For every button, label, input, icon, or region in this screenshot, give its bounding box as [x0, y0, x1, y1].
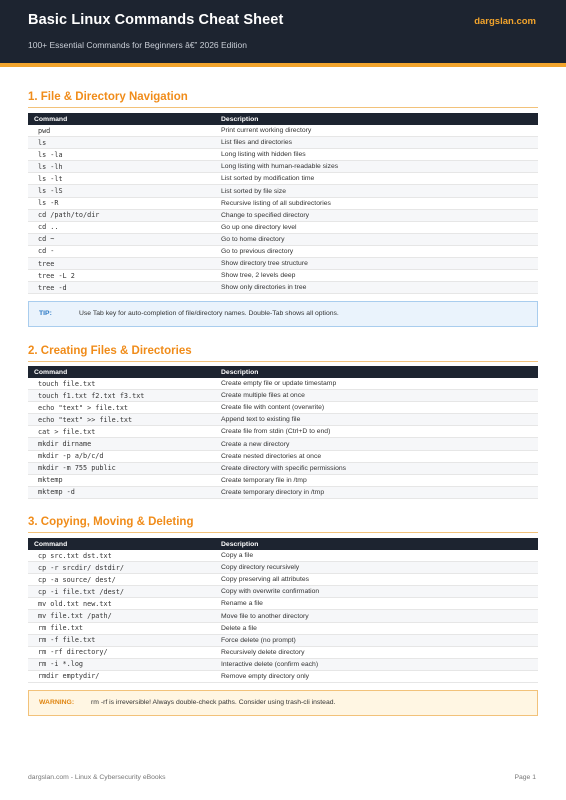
command-cell: mktemp — [28, 474, 215, 486]
column-header-command: Command — [28, 366, 215, 378]
column-header-description: Description — [215, 366, 538, 378]
command-cell: cp -i file.txt /dest/ — [28, 586, 215, 598]
command-cell: touch file.txt — [28, 378, 215, 390]
description-cell: Create temporary file in /tmp — [215, 474, 538, 486]
section-divider — [28, 532, 538, 533]
description-cell: Create a new directory — [215, 438, 538, 450]
column-header-command: Command — [28, 113, 215, 125]
description-cell: Long listing with human-readable sizes — [215, 161, 538, 173]
command-cell: mv file.txt /path/ — [28, 610, 215, 622]
description-cell: Delete a file — [215, 622, 538, 634]
table-row — [28, 634, 538, 646]
table-row — [28, 125, 538, 137]
commands-table-navigation — [28, 113, 538, 294]
description-cell: Show tree, 2 levels deep — [215, 270, 538, 282]
column-header-description: Description — [215, 113, 538, 125]
command-cell: ls — [28, 137, 215, 149]
page-title: Basic Linux Commands Cheat Sheet — [28, 12, 284, 28]
section-divider — [28, 107, 538, 108]
page-header — [0, 0, 566, 63]
description-cell: Long listing with hidden files — [215, 149, 538, 161]
column-header-command: Command — [28, 538, 215, 550]
description-cell: Force delete (no prompt) — [215, 634, 538, 646]
table-row — [28, 402, 538, 414]
command-cell: ls -lt — [28, 173, 215, 185]
description-cell: Recursive listing of all subdirectories — [215, 197, 538, 209]
command-cell: ls -R — [28, 197, 215, 209]
description-cell: Go to home directory — [215, 233, 538, 245]
table-header-row — [28, 366, 538, 378]
table-row — [28, 450, 538, 462]
command-cell: rm -rf directory/ — [28, 646, 215, 658]
description-cell: Create multiple files at once — [215, 390, 538, 402]
command-cell: echo "text" >> file.txt — [28, 414, 215, 426]
table-row — [28, 646, 538, 658]
command-cell: mkdir -p a/b/c/d — [28, 450, 215, 462]
description-cell: Copy preserving all attributes — [215, 574, 538, 586]
description-cell: Recursively delete directory — [215, 646, 538, 658]
table-row — [28, 462, 538, 474]
description-cell: Create nested directories at once — [215, 450, 538, 462]
table-row — [28, 209, 538, 221]
table-row — [28, 197, 538, 209]
description-cell: Create temporary directory in /tmp — [215, 486, 538, 498]
command-cell: mktemp -d — [28, 486, 215, 498]
command-cell: cd - — [28, 245, 215, 257]
table-row — [28, 562, 538, 574]
description-cell: Append text to existing file — [215, 414, 538, 426]
command-cell: rmdir emptydir/ — [28, 670, 215, 682]
command-cell: echo "text" > file.txt — [28, 402, 215, 414]
table-row — [28, 474, 538, 486]
description-cell: Change to specified directory — [215, 209, 538, 221]
command-cell: cd ~ — [28, 233, 215, 245]
command-cell: tree -L 2 — [28, 270, 215, 282]
command-cell: cp src.txt dst.txt — [28, 550, 215, 562]
warning-box — [28, 690, 538, 716]
command-cell: cp -a source/ dest/ — [28, 574, 215, 586]
table-row — [28, 185, 538, 197]
description-cell: Create file from stdin (Ctrl+D to end) — [215, 426, 538, 438]
description-cell: Print current working directory — [215, 125, 538, 137]
table-row — [28, 233, 538, 245]
table-row — [28, 550, 538, 562]
brand-name: dargslan.com — [474, 16, 536, 27]
warning-text: rm -rf is irreversible! Always double-check paths. Consider using trash-cli instead. — [91, 699, 336, 706]
table-row — [28, 258, 538, 270]
command-cell: rm file.txt — [28, 622, 215, 634]
header-accent-stripe — [0, 63, 566, 67]
description-cell: Copy a file — [215, 550, 538, 562]
table-row — [28, 574, 538, 586]
tip-label: TIP: — [39, 310, 52, 317]
table-row — [28, 670, 538, 682]
command-cell: touch f1.txt f2.txt f3.txt — [28, 390, 215, 402]
description-cell: Move file to another directory — [215, 610, 538, 622]
description-cell: Create empty file or update timestamp — [215, 378, 538, 390]
command-cell: ls -la — [28, 149, 215, 161]
description-cell: Rename a file — [215, 598, 538, 610]
table-row — [28, 149, 538, 161]
table-row — [28, 221, 538, 233]
description-cell: Create directory with specific permissions — [215, 462, 538, 474]
tip-text: Use Tab key for auto-completion of file/directory names. Double-Tab shows all options. — [79, 310, 339, 317]
warning-label: WARNING: — [39, 699, 75, 706]
description-cell: Show directory tree structure — [215, 258, 538, 270]
table-row — [28, 658, 538, 670]
table-row — [28, 426, 538, 438]
table-row — [28, 378, 538, 390]
table-row — [28, 245, 538, 257]
table-row — [28, 610, 538, 622]
table-row — [28, 414, 538, 426]
command-cell: cd /path/to/dir — [28, 209, 215, 221]
table-row — [28, 137, 538, 149]
description-cell: Copy with overwrite confirmation — [215, 586, 538, 598]
table-row — [28, 161, 538, 173]
description-cell: Copy directory recursively — [215, 562, 538, 574]
table-header-row — [28, 538, 538, 550]
tip-box — [28, 301, 538, 327]
command-cell: cat > file.txt — [28, 426, 215, 438]
command-cell: mkdir dirname — [28, 438, 215, 450]
command-cell: cd .. — [28, 221, 215, 233]
table-row — [28, 486, 538, 498]
table-row — [28, 598, 538, 610]
commands-table-creating — [28, 366, 538, 499]
table-row — [28, 390, 538, 402]
description-cell: List sorted by modification time — [215, 173, 538, 185]
command-cell: rm -i *.log — [28, 658, 215, 670]
section-divider — [28, 361, 538, 362]
command-cell: ls -lh — [28, 161, 215, 173]
description-cell: Interactive delete (confirm each) — [215, 658, 538, 670]
description-cell: List files and directories — [215, 137, 538, 149]
section-title-copying: 3. Copying, Moving & Deleting — [28, 516, 194, 528]
page-number: Page 1 — [514, 774, 536, 781]
description-cell: List sorted by file size — [215, 185, 538, 197]
commands-table-copying — [28, 538, 538, 683]
description-cell: Remove empty directory only — [215, 670, 538, 682]
description-cell: Go up one directory level — [215, 221, 538, 233]
description-cell: Create file with content (overwrite) — [215, 402, 538, 414]
command-cell: mv old.txt new.txt — [28, 598, 215, 610]
table-row — [28, 438, 538, 450]
table-row — [28, 270, 538, 282]
table-row — [28, 586, 538, 598]
command-cell: tree — [28, 258, 215, 270]
table-row — [28, 173, 538, 185]
page-subtitle: 100+ Essential Commands for Beginners â€” 2026 Edition — [28, 40, 248, 50]
table-row — [28, 282, 538, 294]
command-cell: mkdir -m 755 public — [28, 462, 215, 474]
section-title-navigation: 1. File & Directory Navigation — [28, 91, 188, 103]
footer-site-text: dargslan.com - Linux & Cybersecurity eBooks — [28, 774, 166, 781]
description-cell: Go to previous directory — [215, 245, 538, 257]
section-title-creating: 2. Creating Files & Directories — [28, 345, 192, 357]
command-cell: ls -lS — [28, 185, 215, 197]
table-row — [28, 622, 538, 634]
column-header-description: Description — [215, 538, 538, 550]
command-cell: pwd — [28, 125, 215, 137]
command-cell: cp -r srcdir/ dstdir/ — [28, 562, 215, 574]
table-header-row — [28, 113, 538, 125]
description-cell: Show only directories in tree — [215, 282, 538, 294]
command-cell: rm -f file.txt — [28, 634, 215, 646]
command-cell: tree -d — [28, 282, 215, 294]
